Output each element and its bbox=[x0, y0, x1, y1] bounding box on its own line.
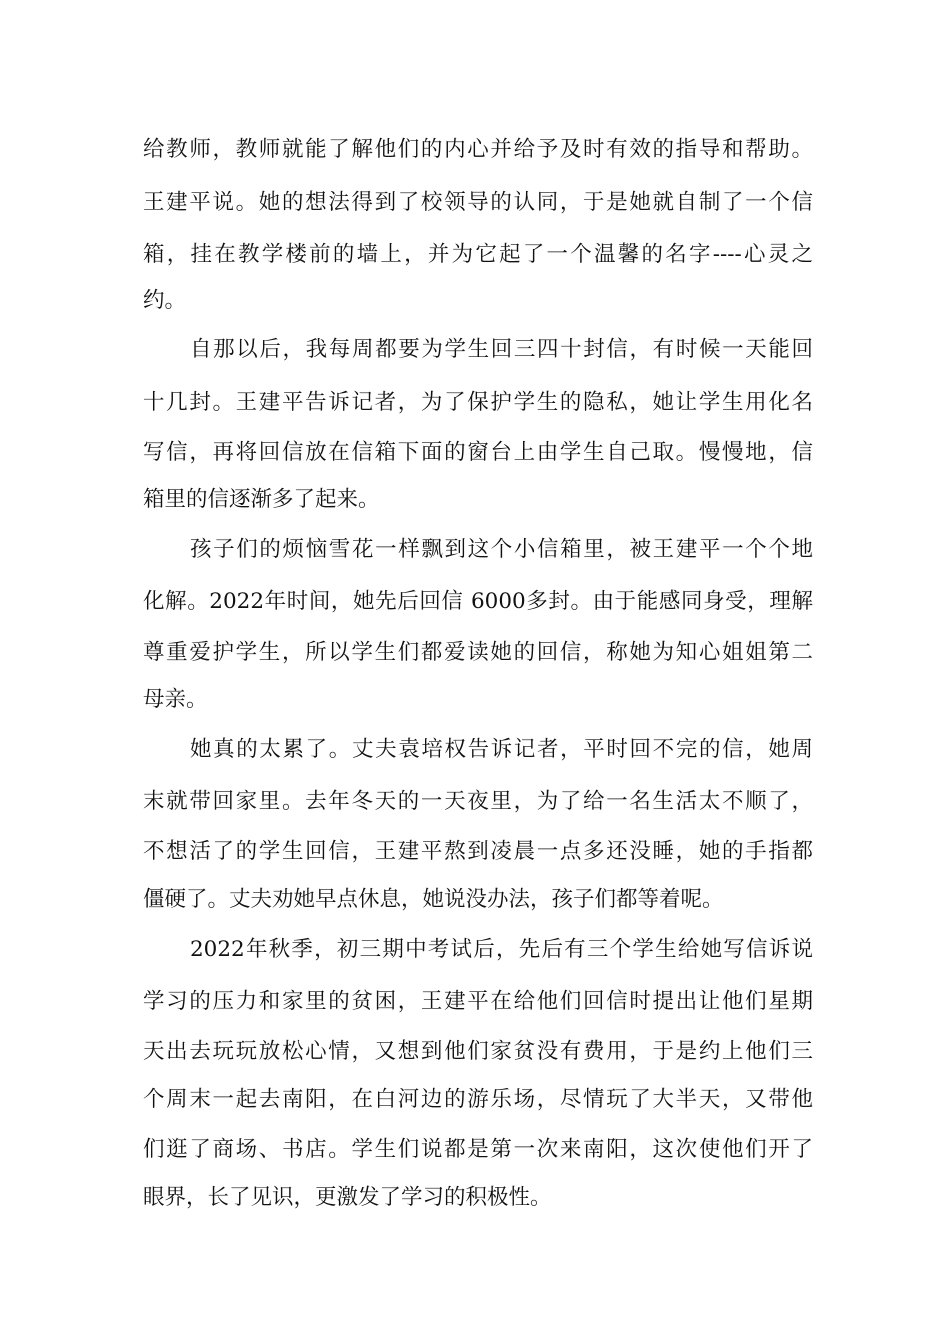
text-line: 们逛了商场、书店。学生们说都是第一次来南阳，这次使他们开了 bbox=[143, 1137, 813, 1162]
text-line: 2022年秋季，初三期中考试后，先后有三个学生给她写信诉说 bbox=[190, 937, 813, 962]
text-line: 学习的压力和家里的贫困，王建平在给他们回信时提出让他们星期 bbox=[143, 989, 813, 1014]
text-line: 尊重爱护学生，所以学生们都爱读她的回信，称她为知心姐姐第二 bbox=[143, 640, 813, 665]
text-line: 王建平说。她的想法得到了校领导的认同，于是她就自制了一个信 bbox=[143, 190, 813, 215]
text-line: 不想活了的学生回信，王建平熬到凌晨一点多还没睡，她的手指都 bbox=[143, 839, 813, 864]
text-line: 眼界，长了见识，更激发了学习的积极性。 bbox=[143, 1185, 552, 1210]
text-line: 化解。2022年时间，她先后回信 6000多封。由于能感同身受，理解 bbox=[143, 589, 813, 614]
text-line: 写信，再将回信放在信箱下面的窗台上由学生自己取。慢慢地，信 bbox=[143, 440, 813, 465]
text-line: 僵硬了。丈夫劝她早点休息，她说没办法，孩子们都等着呢。 bbox=[143, 887, 724, 912]
text-line: 十几封。王建平告诉记者，为了保护学生的隐私，她让学生用化名 bbox=[143, 390, 813, 415]
text-line: 她真的太累了。丈夫袁培权告诉记者，平时回不完的信，她周 bbox=[190, 737, 813, 762]
text-line: 个周末一起去南阳，在白河边的游乐场，尽情玩了大半天，又带他 bbox=[143, 1087, 813, 1112]
text-line: 孩子们的烦恼雪花一样飘到这个小信箱里，被王建平一个个地 bbox=[190, 537, 813, 562]
text-line: 末就带回家里。去年冬天的一天夜里，为了给一名生活太不顺了， bbox=[143, 789, 813, 814]
text-line: 箱，挂在教学楼前的墙上，并为它起了一个温馨的名字----心灵之 bbox=[143, 242, 813, 267]
text-line: 自那以后，我每周都要为学生回三四十封信，有时候一天能回 bbox=[190, 337, 813, 362]
text-line: 约。 bbox=[143, 288, 187, 313]
text-line: 天出去玩玩放松心情，又想到他们家贫没有费用，于是约上他们三 bbox=[143, 1039, 813, 1064]
text-line: 母亲。 bbox=[143, 687, 208, 712]
text-line: 给教师，教师就能了解他们的内心并给予及时有效的指导和帮助。 bbox=[143, 137, 813, 162]
text-line: 箱里的信逐渐多了起来。 bbox=[143, 487, 380, 512]
